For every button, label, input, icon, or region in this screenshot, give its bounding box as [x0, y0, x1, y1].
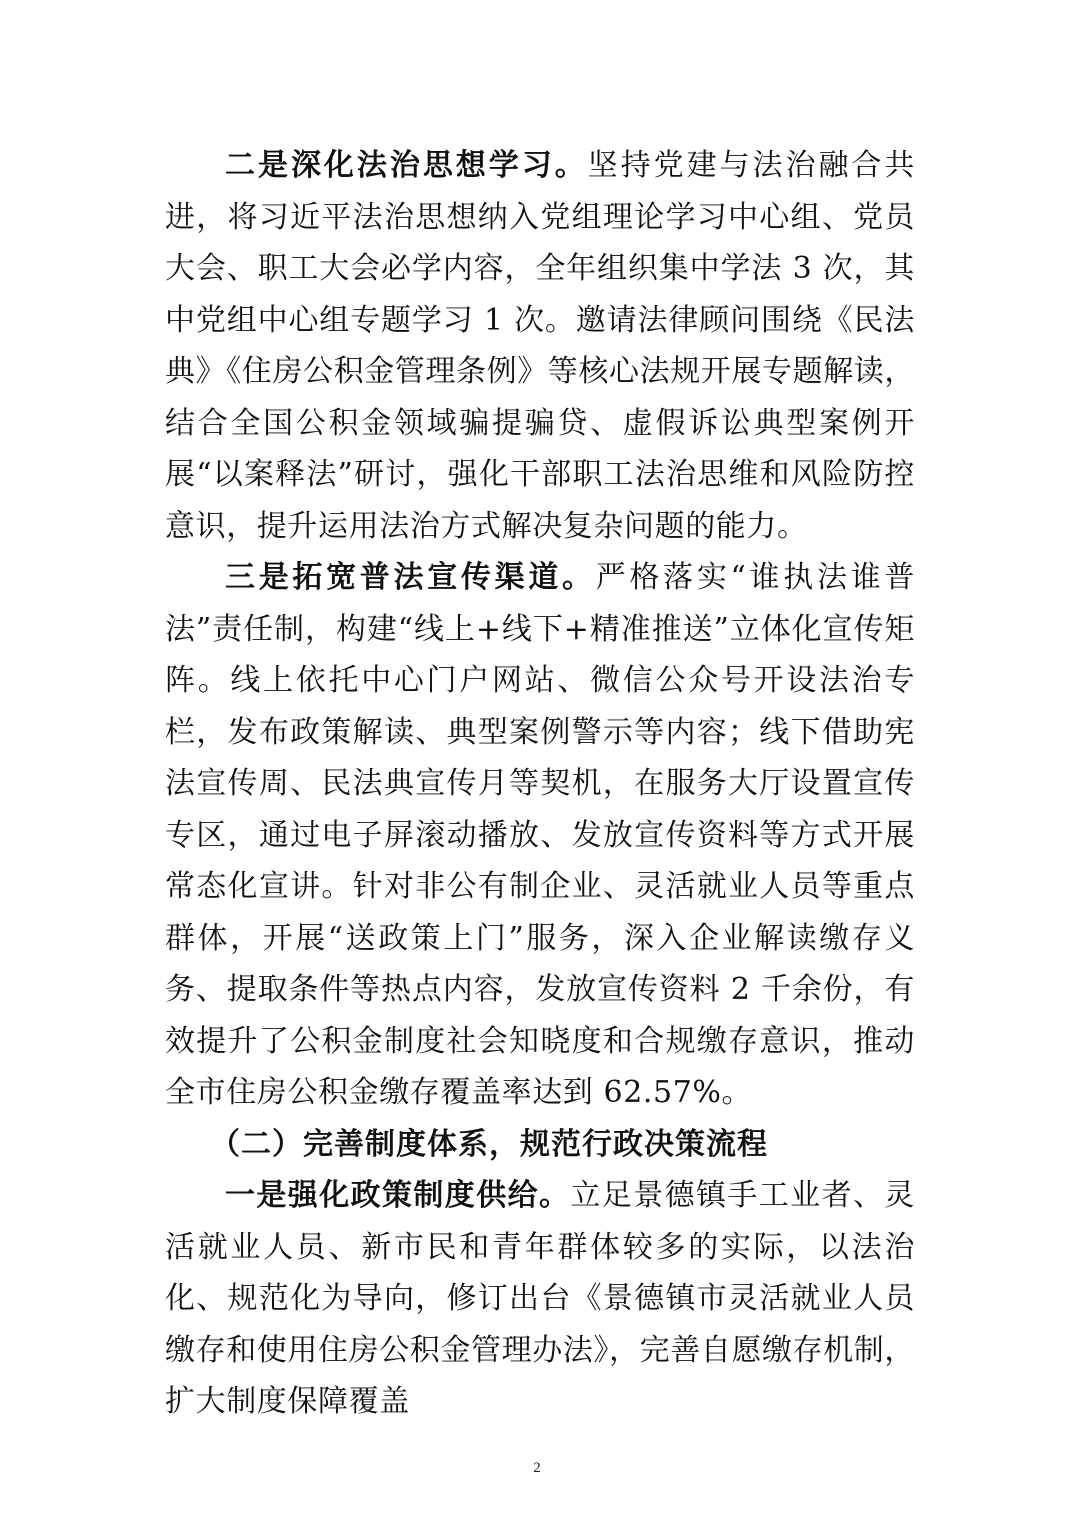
paragraph-lead: 一是强化政策制度供给。 [225, 1178, 571, 1213]
paragraph-body: 坚持党建与法治融合共进，将习近平法治思想纳入党组理论学习中心组、党员大会、职工大会必学内容，全年组织集中学法 3 次，其中党组中心组专题学习 1 次。邀请法律顾问围绕《民法典》《住房公积金管理条例》等核心法规开展专题解读，结合全国公积金领域骗提骗贷、虚假诉讼典型案例开展“以案释法”研讨，强化干部职工法治思维和风险防控意识，提升运用法治方式解决复杂问题的能力。 [165, 148, 915, 544]
document-page [165, 140, 915, 1428]
paragraph-lead: 三是拓宽普法宣传渠道。 [225, 560, 596, 595]
paragraph-body: 严格落实“谁执法谁普法”责任制，构建“线上+线下+精准推送”立体化宣传矩阵。线上依托中心门户网站、微信公众号开设法治专栏，发布政策解读、典型案例警示等内容；线下借助宪法宣传周、民法典宣传月等契机，在服务大厅设置宣传专区，通过电子屏滚动播放、发放宣传资料等方式开展常态化宣讲。针对非公有制企业、灵活就业人员等重点群体，开展“送政策上门”服务，深入企业解读缴存义务、提取条件等热点内容，发放宣传资料 2 千余份，有效提升了公积金制度社会知晓度和合规缴存意识，推动全市住房公积金缴存覆盖率达到 62.57%。 [165, 560, 915, 1110]
paragraph-publicity-channels [165, 552, 915, 1119]
section-heading: （二）完善制度体系，规范行政决策流程 [210, 1126, 768, 1162]
paragraph-body: 立足景德镇手工业者、灵活就业人员、新市民和青年群体较多的实际，以法治化、规范化为导向，修订出台《景德镇市灵活就业人员缴存和使用住房公积金管理办法》，完善自愿缴存机制，扩大制度保障覆盖 [165, 1178, 915, 1419]
paragraph-lead: 二是深化法治思想学习。 [225, 148, 588, 183]
paragraph-policy-supply [165, 1170, 915, 1428]
paragraph-legal-study [165, 140, 915, 552]
page-number: 2 [533, 1460, 541, 1476]
